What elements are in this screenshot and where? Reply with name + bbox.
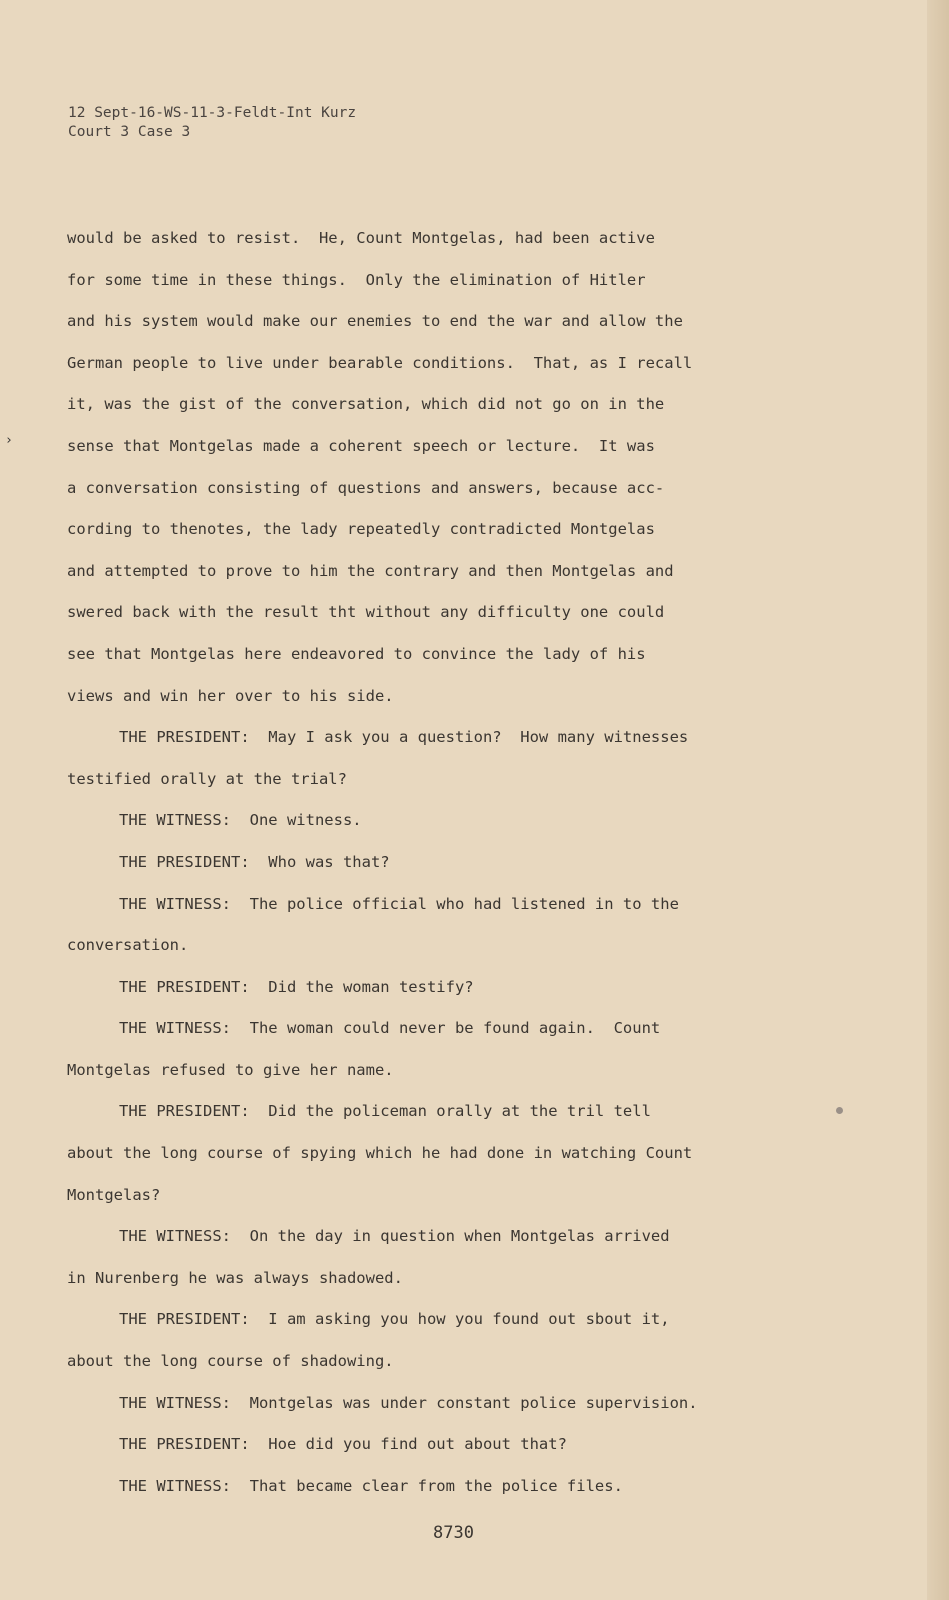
transcript-body — [67, 218, 767, 1507]
transcript-line: about the long course of shadowing. — [67, 1352, 394, 1371]
transcript-line: for some time in these things. Only the elimination of Hitler — [67, 270, 646, 289]
transcript-line: see that Montgelas here endeavored to convince the lady of his — [67, 644, 646, 663]
transcript-line: THE PRESIDENT: Who was that? — [119, 852, 390, 871]
transcript-line: it, was the gist of the conversation, which did not go on in the — [67, 395, 665, 414]
stray-dot — [836, 1107, 843, 1114]
transcript-line: Montgelas refused to give her name. — [67, 1060, 394, 1079]
transcript-line: swered back with the result tht without any difficulty one could — [67, 603, 665, 622]
transcript-line: THE PRESIDENT: Did the policeman orally at the tril tell — [119, 1102, 651, 1121]
transcript-line: German people to live under bearable conditions. That, as I recall — [67, 353, 693, 372]
transcript-line: and his system would make our enemies to end the war and allow the — [67, 312, 683, 331]
header-line-2: Court 3 Case 3 — [68, 124, 191, 140]
transcript-line: THE WITNESS: The woman could never be found again. Count — [119, 1019, 661, 1038]
transcript-line: THE WITNESS: On the day in question when Montgelas arrived — [119, 1227, 670, 1246]
transcript-line: THE WITNESS: Montgelas was under constant police supervision. — [119, 1393, 698, 1412]
transcript-line: THE PRESIDENT: Hoe did you find out about that? — [119, 1435, 567, 1454]
transcript-line: a conversation consisting of questions and answers, because acc- — [67, 478, 665, 497]
transcript-line: THE PRESIDENT: May I ask you a question? How many witnesses — [119, 728, 689, 747]
page-edge — [927, 0, 949, 1600]
page-number: 8730 — [433, 1523, 474, 1543]
transcript-line: THE WITNESS: That became clear from the police files. — [119, 1476, 623, 1495]
transcript-line: and attempted to prove to him the contrary and then Montgelas and — [67, 561, 674, 580]
transcript-line: testified orally at the trial? — [67, 769, 347, 788]
margin-mark: › — [5, 433, 13, 448]
transcript-line: would be asked to resist. He, Count Montgelas, had been active — [67, 229, 655, 247]
transcript-line: THE WITNESS: The police official who had listened in to the — [119, 894, 679, 913]
transcript-line: sense that Montgelas made a coherent speech or lecture. It was — [67, 436, 655, 455]
transcript-line: THE WITNESS: One witness. — [119, 811, 362, 830]
header-line-1: 12 Sept-16-WS-11-3-Feldt-Int Kurz — [68, 105, 357, 121]
transcript-line: in Nurenberg he was always shadowed. — [67, 1268, 403, 1287]
transcript-line: views and win her over to his side. — [67, 686, 394, 705]
transcript-line: Montgelas? — [67, 1185, 161, 1204]
transcript-line: about the long course of spying which he had done in watching Count — [67, 1144, 693, 1163]
transcript-line: cording to thenotes, the lady repeatedly contradicted Montgelas — [67, 520, 655, 539]
transcript-line: THE PRESIDENT: I am asking you how you found out sbout it, — [119, 1310, 670, 1329]
document-header — [68, 104, 356, 142]
transcript-line: conversation. — [67, 936, 189, 955]
transcript-line: THE PRESIDENT: Did the woman testify? — [119, 977, 474, 996]
